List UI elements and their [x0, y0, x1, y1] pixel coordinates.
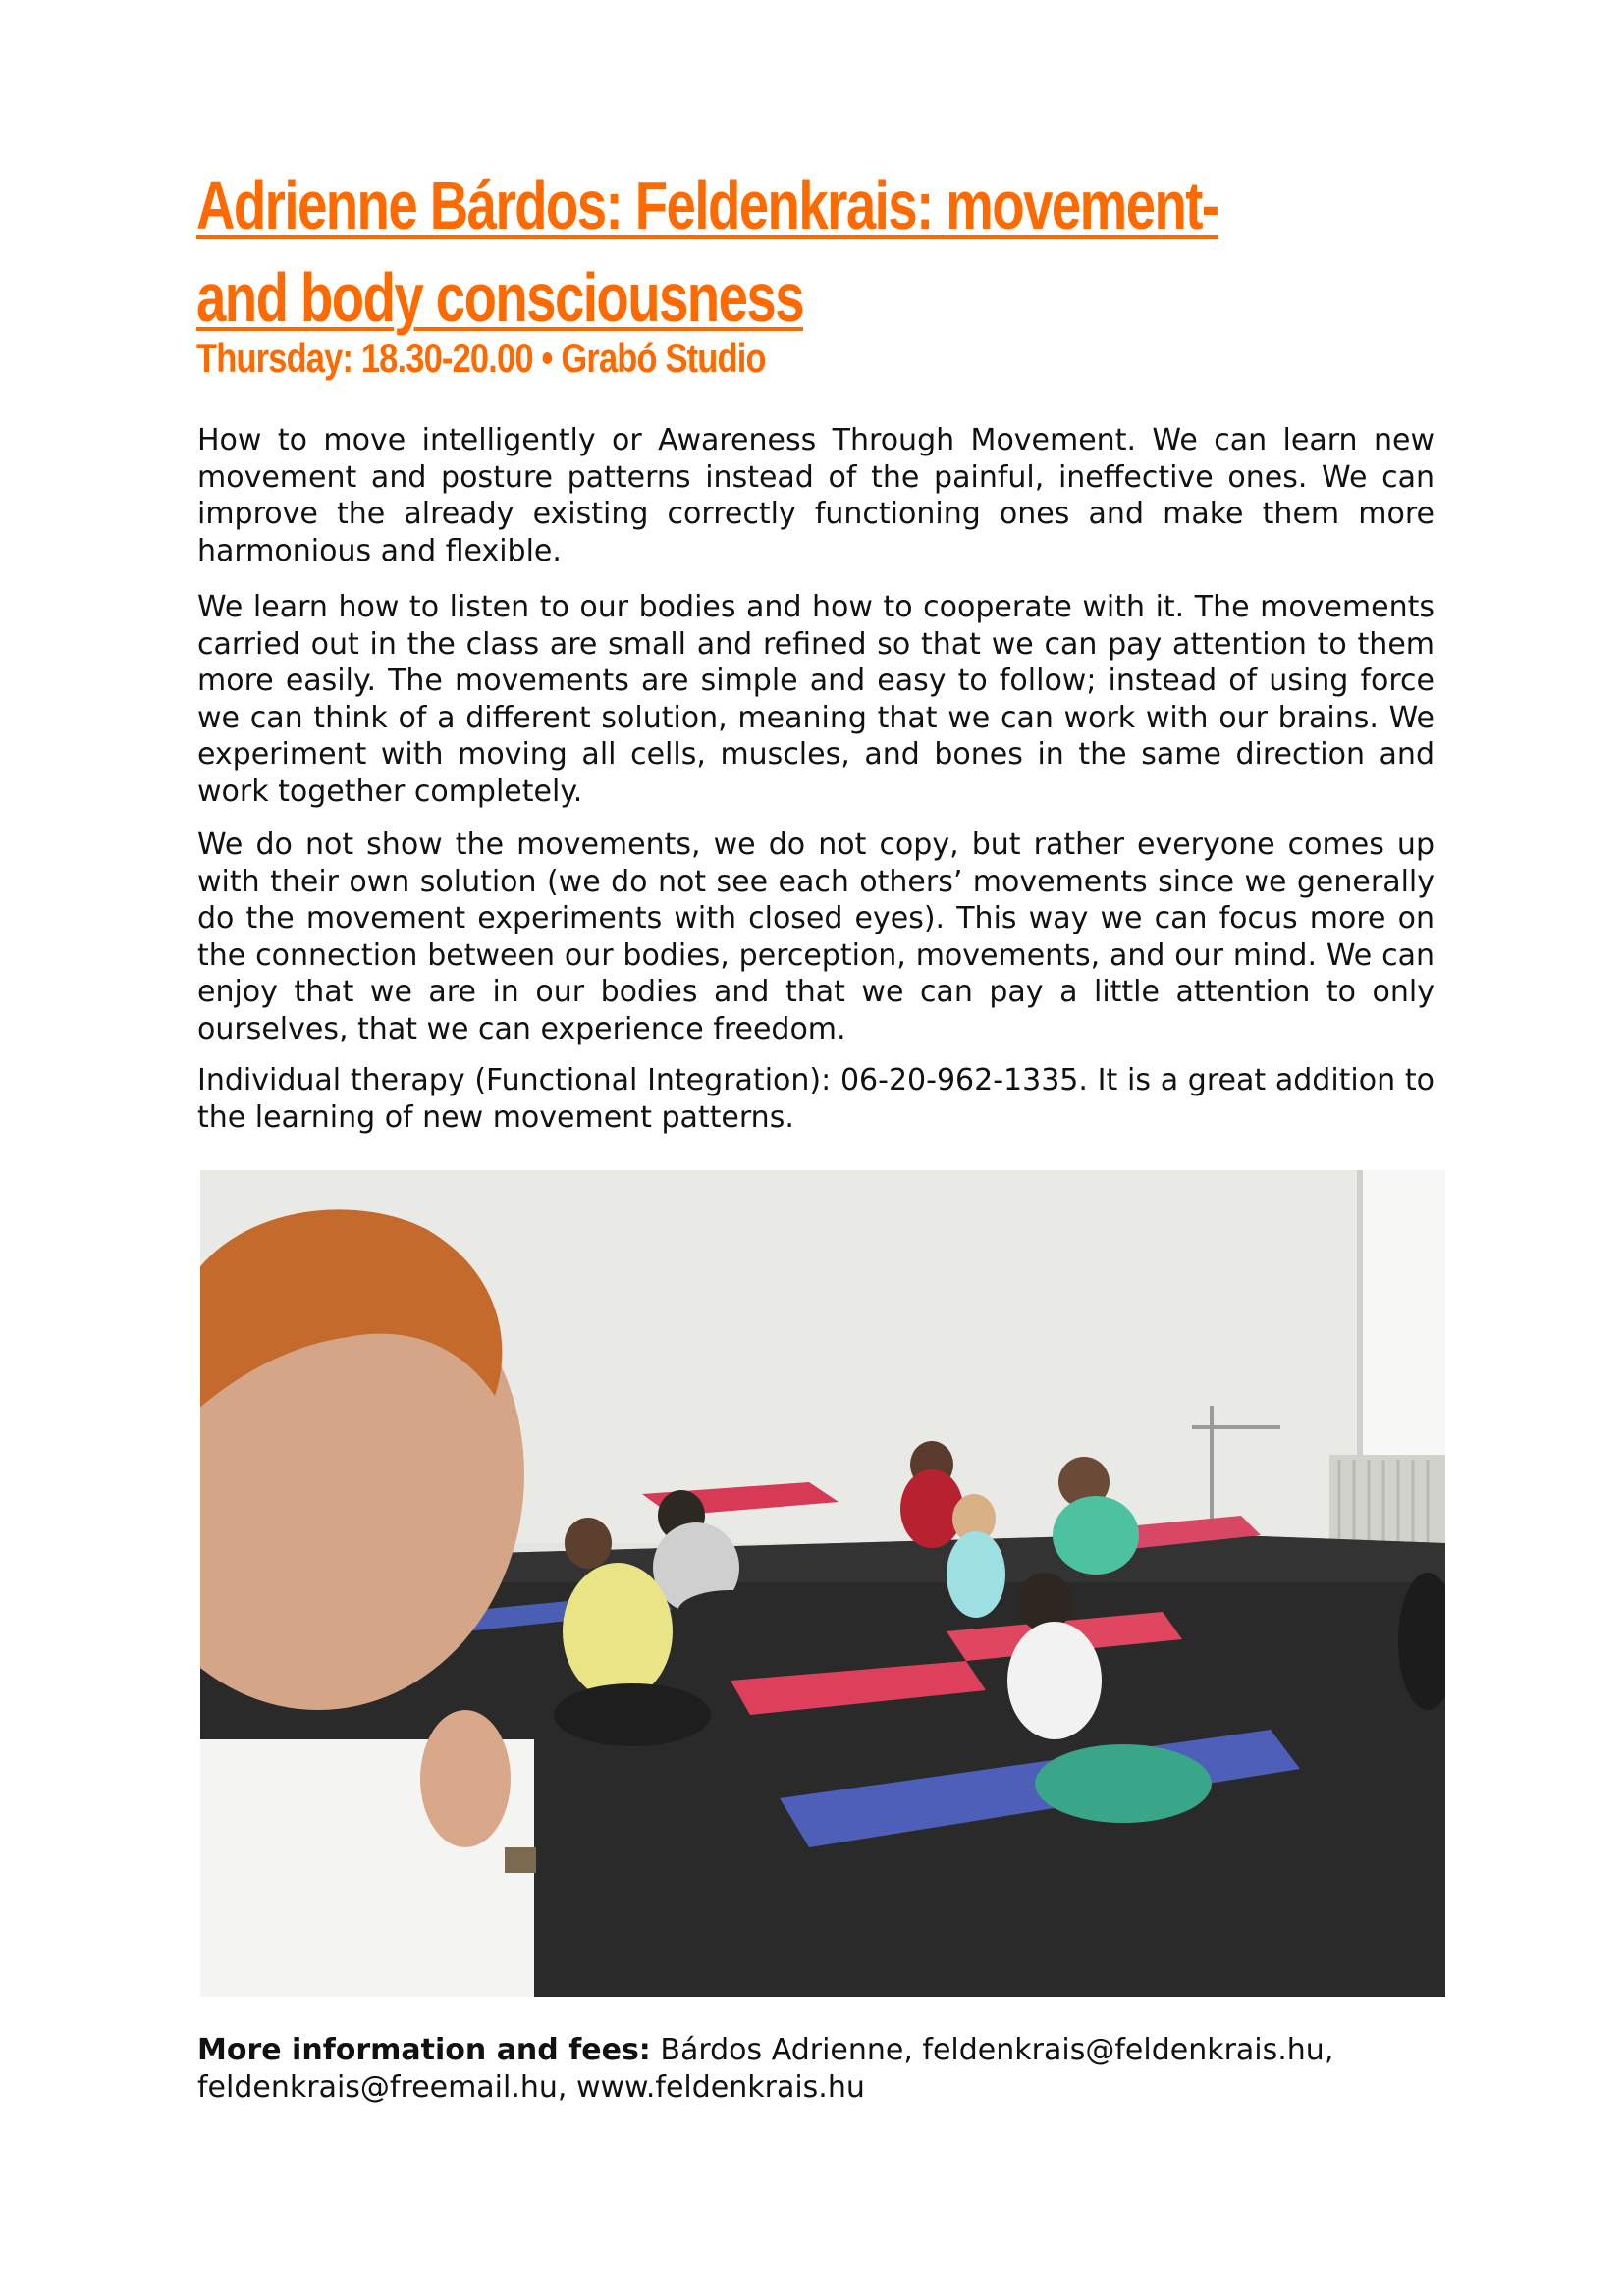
page-title — [196, 159, 1218, 344]
paragraph-4: Individual therapy (Functional Integration): 06-20-962-1335. It is a great addition to the learning of new movement patterns. — [197, 1063, 1435, 1135]
contact-line-2: feldenkrais@freemail.hu, www.feldenkrais.hu — [197, 2070, 865, 2105]
title-line-2: and body consciousness — [196, 259, 804, 336]
schedule-subtitle: Thursday: 18.30-20.00 • Grabó Studio — [196, 335, 766, 381]
paragraph-1: How to move intelligently or Awareness Through Movement. We can learn new movement and posture patterns instead of the painful, ineffective ones. We can improve the already existing correctly functioning ones and make them more harmonious and flexible. — [197, 423, 1435, 568]
contact-info — [197, 2032, 1435, 2107]
class-photo-illustration — [200, 1170, 1445, 1997]
paragraph-2: We learn how to listen to our bodies and how to cooperate with it. The movements carried out in the class are small and refined so that we can pay attention to them more easily. The movements are simple and easy to follow; instead of using force we can think of a different solution, meaning that we can work with our brains. We experiment with moving all cells, muscles, and bones in the same direction and work together completely. — [197, 590, 1435, 809]
contact-line-1: Bárdos Adrienne, feldenkrais@feldenkrais.hu, — [660, 2033, 1334, 2067]
title-line-1: Adrienne Bárdos: Feldenkrais: movement- — [196, 167, 1218, 243]
class-photo — [200, 1170, 1445, 1997]
contact-label: More information and fees: — [197, 2033, 651, 2067]
paragraph-3: We do not show the movements, we do not copy, but rather everyone comes up with their own solution (we do not see each others’ movements since we generally do the movement experiments with closed eyes). This way we can focus more on the connection between our bodies, perception, movements, and our mind. We can enjoy that we are in our bodies and that we can pay a little attention to only ourselves, that we can experience freedom. — [197, 828, 1435, 1046]
